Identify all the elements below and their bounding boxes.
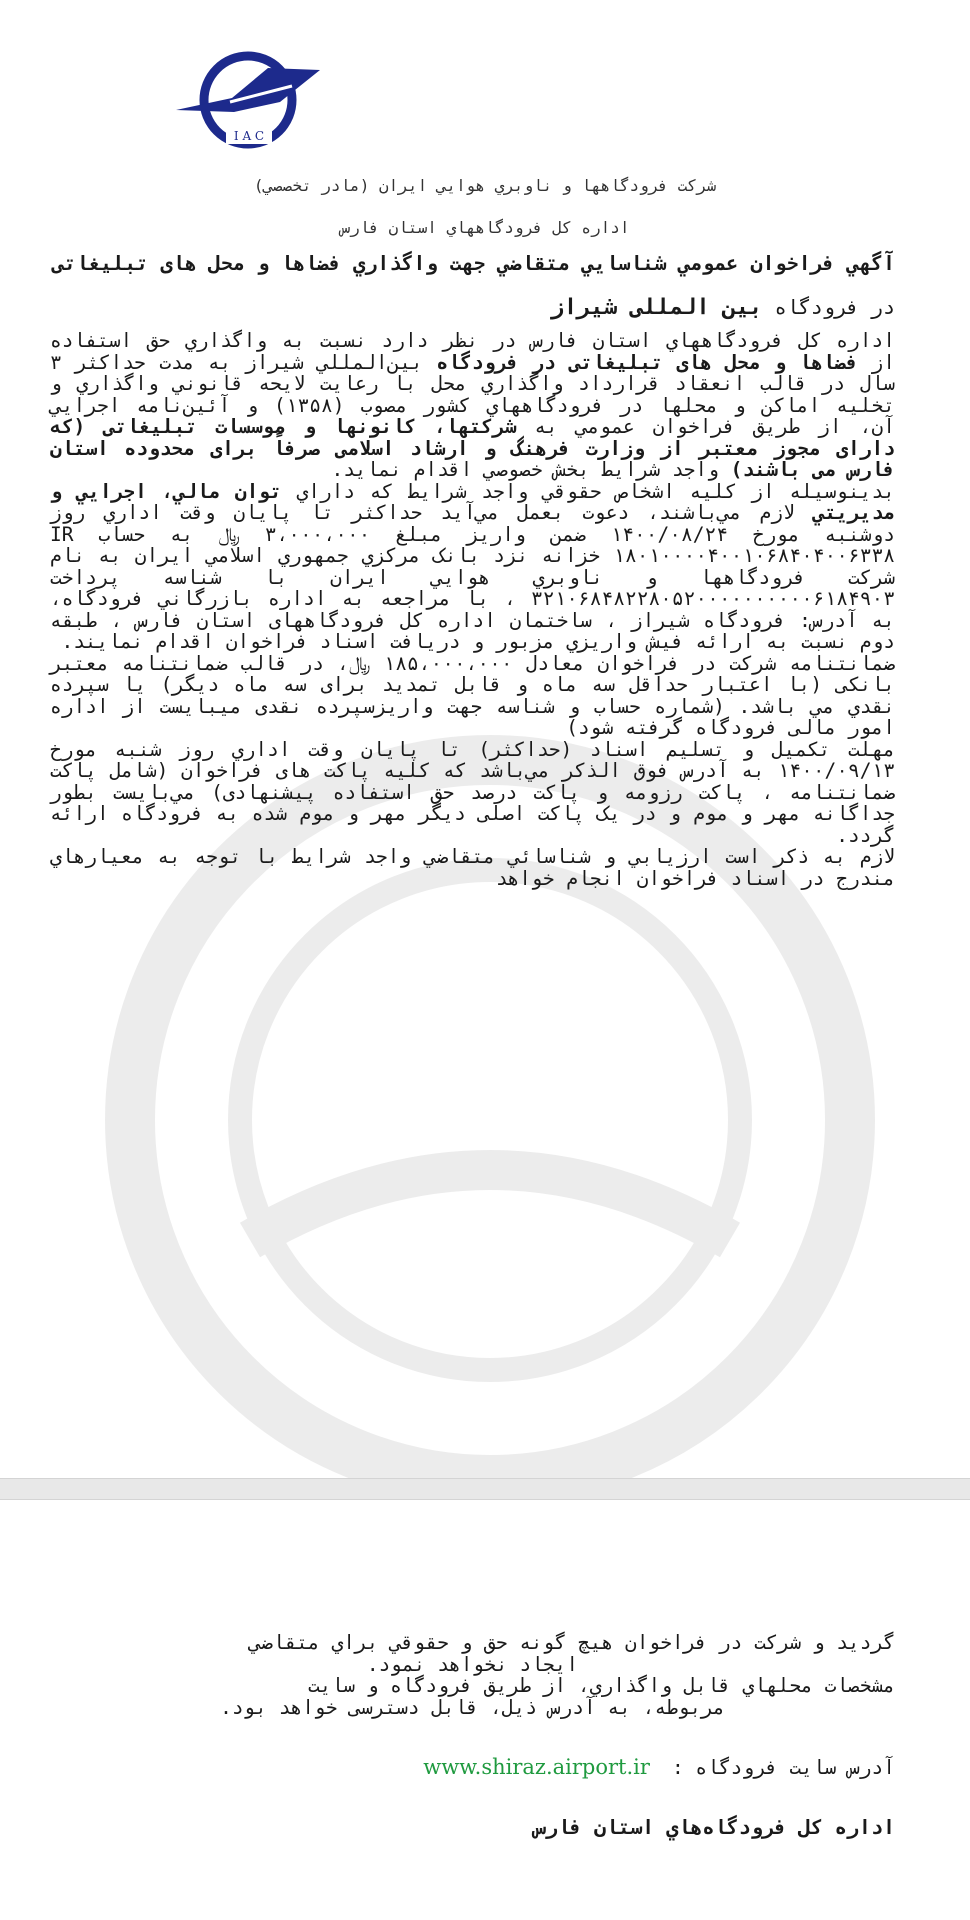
office-name: اداره کل فرودگاههاي استان فارس xyxy=(340,218,630,237)
paragraph-rights-line1: گرديد و شرکت در فراخوان هيچ گونه حق و حقوقي براي متقاضي xyxy=(249,1631,895,1654)
announcement-body-continued xyxy=(50,1632,895,1718)
announcement-body xyxy=(50,330,895,889)
page-separator xyxy=(0,1478,970,1500)
paragraph-rights-line2: ايجاد نخواهد نمود. xyxy=(366,1652,579,1676)
paragraph-evaluation: لازم به ذکر است ارزيابي و شناسائي متقاضي واجد شرايط با توجه به معيارهاي مندرج در اسناد فراخوان انجام خواهد xyxy=(50,845,895,890)
svg-text:I A C: I A C xyxy=(233,129,265,143)
paragraph-locations-line2: مربوطه، به آدرس ذيل، قابل دسترسی خواهد بود. xyxy=(220,1695,725,1719)
paragraph-guarantee: ضمانتنامه شرکت در فراخوان معادل ۱۸۵،۰۰۰،۰۰۰ ﷼، در قالب ضمانتنامه معتبر بانکی (با اعتبار حداقل سه ماه و قابل تمديد براى سه ماه ديگر) يا سپرده نقدي مي باشد. (شماره حساب و شناسه جهت واريزسپرده نقدی ميبايست از اداره امور مالی فرودگاه گرفته شود) xyxy=(50,651,895,739)
announcement-title: آگهي فراخوان عمومي شناسايي متقاضي جهت واگذاري فضاها و محل های تبلیغاتی xyxy=(52,251,895,275)
website-link[interactable]: www.shiraz.airport.ir xyxy=(423,1755,650,1779)
paragraph-locations-line1: مشخصات محلهاي قابل واگذاري، از طريق فرودگاه و سايت xyxy=(308,1674,895,1697)
paragraph-intro: اداره کل فرودگاههاي استان فارس در نظر دارد نسبت به واگذاري حق استفاده از فضاها و محل های تبلیغاتی در فرودگاه بین‌المللي شيراز به مدت حداکثر ۳ سال در قالب انعقاد قرارداد واگذاري محل با رعايت لايحه قانوني واگذاري و تخليه اماکن و محلها در فرودگاههاي کشور مصوب (۱۳۵۸) و آئين‌نامه اجرايي آن، از طريق فراخوان عمومي به شرکتها، کانونها و موسسات تبلیغاتی (که دارای مجوز معتبر از وزارت فرهنگ و ارشاد اسلامی صرفاً برای محدوده استان فارس می باشند) واجد شرايط بخش خصوصي اقدام نمايد. xyxy=(50,329,895,481)
website-row xyxy=(50,1755,895,1779)
announcement-subtitle: در فرودگاه بین المللی شیراز xyxy=(550,295,895,320)
iac-logo-icon xyxy=(172,48,324,154)
website-label: آدرس سايت فرودگاه : xyxy=(671,1756,895,1779)
paragraph-deadline: مهلت تکميل و تسليم اسناد (حداکثر) تا پايان وقت اداري روز شنبه مورخ ۱۴۰۰/۰۹/۱۳ به آدرس فوق الذکر مي‌باشد که کليه پاکت های فراخوان (شامل پاکت ضمانتنامه ، پاکت رزومه و پاکت درصد حق استفاده پيشنهادی) مي‌بايست بطور جداگانه مهر و موم و در يک پاکت اصلی ديگر مهر و موم شده به فرودگاه ارائه گردد. xyxy=(50,737,895,847)
company-name: شرکت فرودگاهها و ناوبري هوايي ايران (مادر تخصصي) xyxy=(253,176,717,195)
signature: اداره کل فرودگاه‌هاي استان فارس xyxy=(533,1815,895,1839)
paragraph-invitation: بدينوسيله از کليه اشخاص حقوقي واجد شرايط که داراي توان مالي، اجرايي و مديريتي لازم مي‌باشند، دعوت بعمل مي‌آيد حداکثر تا پايان وقت اداري روز دوشنبه مورخ ۱۴۰۰/۰۸/۲۴ ضمن واريز مبلغ ۳،۰۰۰،۰۰۰ ﷼ به حساب IR ۱۸۰۱۰۰۰۰۴۰۰۱۰۶۸۴۰۴۰۰۶۳۳۸ خزانه نزد بانک مرکزي جمهوري اسلامي ايران به نام شرکت فرودگاهها و ناوبري هوايي ايران با شناسه پرداخت ۳۲۱۰۶۸۴۸۲۲۸۰۵۲۰۰۰۰۰۰۰۰۰۰۶۱۸۴۹۰۳ ، با مراجعه به اداره بازرگاني فرودگاه، به آدرس: فرودگاه شيراز ، ساختمان اداره کل فرودگاههای استان فارس ، طبقه دوم نسبت به ارائه فيش واريزي مزبور و دريافت اسناد فراخوان اقدام نمايند. xyxy=(50,479,895,653)
